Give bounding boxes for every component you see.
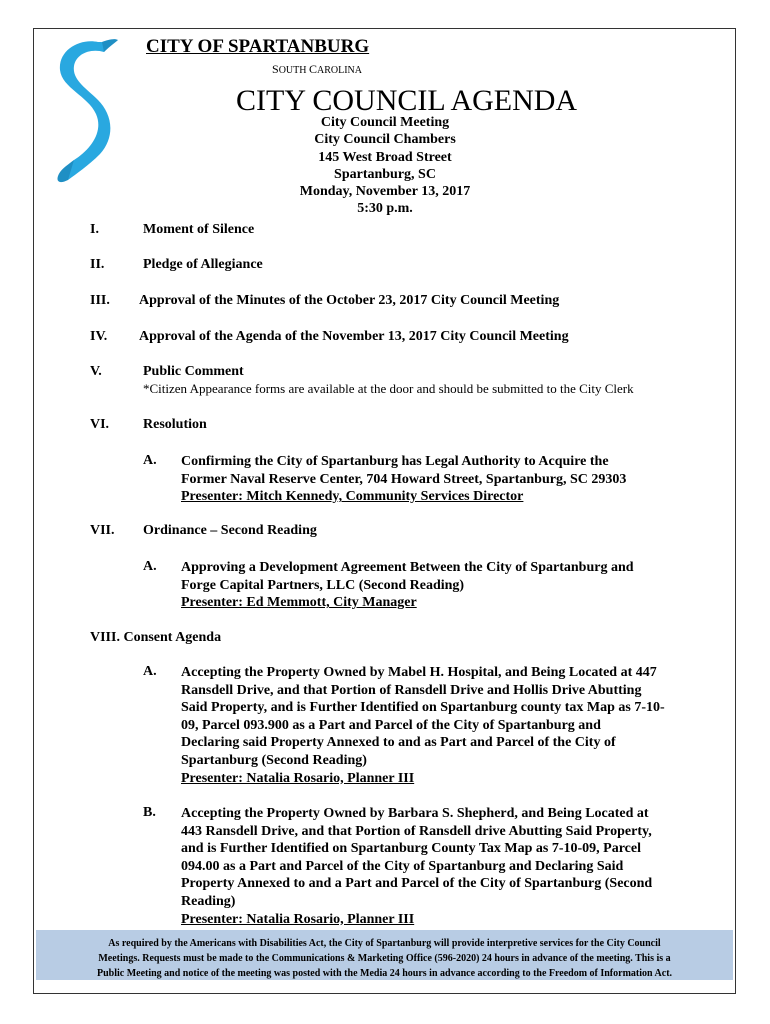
ada-notice: As required by the Americans with Disabilities Act, the City of Spartanburg will provide interpretive services for the City Council Meetings. Requests must be made to the Communications & Marketing Office (596-2020) 24 hours in advance of the meeting. This is a Public Meeting and notice of the meeting was posted with the Media 24 hours in advance according to the Freedom of Information Act. [36, 930, 733, 980]
meeting-date: Monday, November 13, 2017 [299, 184, 471, 200]
item-number: III. [90, 293, 110, 308]
meeting-details [0, 114, 770, 218]
meeting-type: City Council Meeting [320, 115, 450, 130]
meeting-location: City Council Chambers [314, 132, 456, 148]
meeting-address: 145 West Broad Street [318, 149, 452, 165]
item-number: IV. [90, 329, 108, 344]
item-moment-of-silence: Moment of Silence [143, 222, 255, 237]
state-name: SOUTH CAROLINA [272, 62, 362, 76]
consent-b-text: Accepting the Property Owned by Barbara S. Shepherd, and Being Located at 443 Ransdell Drive, and that Portion of Ransdell drive Abutting Said Property, and is Further Identified on Spartanburg County Tax Map as 7-10-09, Parcel 094.00 as a Part and Parcel of the City of Spartanburg and Declaring Said Property Annexed to and a Part and Parcel of the City of Spartanburg (Second Reading) Presenter: Natalia Rosario, Planner III [181, 806, 653, 927]
item-number: VII. [90, 523, 115, 538]
sub-item-letter: A. [143, 664, 157, 679]
item-minutes-approval: Approval of the Minutes of the October 23, 2017 City Council Meeting [139, 293, 560, 308]
item-pledge: Pledge of Allegiance [143, 257, 263, 272]
item-number: VI. [90, 417, 110, 432]
presenter: Presenter: Ed Memmott, City Manager [181, 595, 417, 611]
item-number: I. [90, 222, 99, 237]
consent-a-text: Accepting the Property Owned by Mabel H. Hospital, and Being Located at 447 Ransdell Drive, and that Portion of Ransdell Drive and Hollis Drive Abutting Said Property, and is Further Identified on Spartanburg county tax Map as 7-10- 09, Parcel 093.900 as a Part and Parcel of the City of Spartanburg and Declaring said Property Annexed to and as Part and Parcel of the City of Spartanburg (Second Reading) Presenter: Natalia Rosario, Planner III [181, 665, 665, 786]
agenda-title: CITY COUNCIL AGENDA [236, 84, 578, 117]
item-agenda-approval: Approval of the Agenda of the November 13, 2017 City Council Meeting [139, 329, 569, 344]
item-public-comment: Public Comment [143, 364, 244, 379]
presenter: Presenter: Natalia Rosario, Planner III [181, 911, 415, 927]
item-resolution: Resolution [143, 417, 207, 432]
sub-item-letter: B. [143, 805, 156, 820]
item-ordinance: Ordinance – Second Reading [143, 523, 317, 538]
presenter: Presenter: Natalia Rosario, Planner III [181, 770, 415, 786]
sub-item-letter: A. [143, 453, 157, 468]
meeting-time: 5:30 p.m. [357, 201, 413, 217]
item-number: V. [90, 364, 102, 379]
item-number: II. [90, 257, 105, 272]
presenter: Presenter: Mitch Kennedy, Community Services Director [181, 489, 524, 505]
resolution-a-text: Confirming the City of Spartanburg has Legal Authority to Acquire the Former Naval Reserve Center, 704 Howard Street, Spartanburg, SC 29303 Presenter: Mitch Kennedy, Community Services Director [181, 454, 627, 505]
item-consent-agenda: VIII. Consent Agenda [90, 630, 222, 645]
ordinance-a-text: Approving a Development Agreement Between the City of Spartanburg and Forge Capital Partners, LLC (Second Reading) Presenter: Ed Memmott, City Manager [181, 560, 634, 611]
meeting-city: Spartanburg, SC [334, 166, 436, 182]
public-comment-note: *Citizen Appearance forms are available at the door and should be submitted to the City Clerk [143, 381, 634, 396]
city-name: CITY OF SPARTANBURG [146, 36, 370, 57]
sub-item-letter: A. [143, 559, 157, 574]
